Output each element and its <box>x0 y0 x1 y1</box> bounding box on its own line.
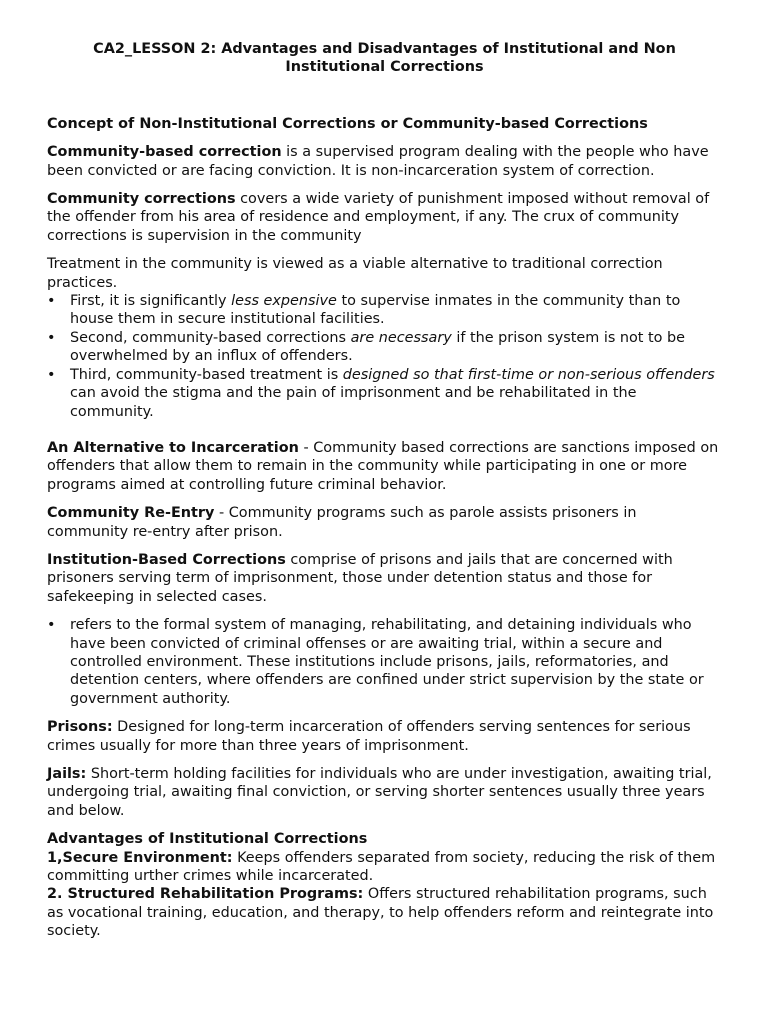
bullet-icon: • <box>47 293 56 310</box>
definition-paragraph <box>47 551 722 606</box>
italic-phrase: less expensive <box>231 293 337 310</box>
bold-term: Institution-Based Corrections <box>47 551 286 568</box>
italic-phrase: are necessary <box>350 329 452 346</box>
bold-term: Community corrections <box>47 191 236 208</box>
bold-term: Community Re-Entry <box>47 505 215 522</box>
text-run: can avoid the stigma and the pain of imprisonment and be rehabilitated in the community. <box>70 385 637 420</box>
bullet-item <box>47 366 722 421</box>
text-run: Keeps offenders separated from society, reducing the risk of them committing urther crimes while incarcerated. <box>47 849 716 885</box>
institution-bullet-list <box>47 616 722 708</box>
text-run: - Community programs such as parole assists prisoners in community re-entry after prison. <box>47 505 637 540</box>
bullet-item <box>47 292 722 329</box>
text-run: Offers structured rehabilitation programs, such as vocational training, education, and therapy, to help offenders reform and reintegrate into society. <box>47 886 714 940</box>
bold-term: 1,Secure Environment: <box>47 849 233 866</box>
text-run: Third, community-based treatment is <box>70 366 343 383</box>
text-run: Second, community-based corrections <box>70 329 351 346</box>
definition-paragraph <box>47 504 722 541</box>
bold-term: Jails: <box>47 766 87 782</box>
definition-paragraph <box>47 439 722 494</box>
bold-term: An Alternative to Incarceration <box>47 439 299 456</box>
advantage-item <box>47 849 722 886</box>
text-run: covers a wide variety of punishment imposed without removal of the offender from his area of residence and employment, if any. The crux of community corrections is supervision in the community <box>47 191 710 244</box>
intro-section <box>47 143 722 245</box>
text-run: Short-term holding facilities for individuals who are under investigation, awaiting trial, undergoing trial, awaiting final conviction, or serving shorter sentences usually three years and below. <box>47 766 712 819</box>
text-run: comprise of prisons and jails that are concerned with prisoners serving term of imprisonment, those under detention status and those for safekeeping in selected cases. <box>47 551 673 605</box>
bullet-item <box>47 329 722 366</box>
text-run: refers to the formal system of managing, rehabilitating, and detaining individuals who have been convicted of criminal offenses or are awaiting trial, within a secure and controlled environment. These institutions include prisons, jails, reformatories, and detention centers, where offenders are confined under strict supervision by the state or government authority. <box>70 617 704 707</box>
advantages-list <box>47 849 722 941</box>
bullet-item <box>47 616 722 708</box>
text-run: - Community based corrections are sanctions imposed on offenders that allow them to remain in the community while participating in one or more programs aimed at controlling future criminal behavior. <box>47 439 719 493</box>
bold-term: Prisons: <box>47 719 113 736</box>
treatment-intro: Treatment in the community is viewed as a viable alternative to traditional correction practices. <box>47 256 663 291</box>
advantage-item <box>47 885 722 940</box>
italic-phrase: designed so that first-time or non-serious offenders <box>342 366 715 383</box>
text-run: First, it is significantly <box>70 293 232 310</box>
facility-paragraph <box>47 718 722 755</box>
document-title: CA2_LESSON 2: Advantages and Disadvantages of Institutional and Non Institutional Corrections <box>93 41 676 76</box>
treatment-bullet-list <box>47 292 722 421</box>
text-run: Designed for long-term incarceration of offenders serving sentences for serious crimes usually for more than three years of imprisonment. <box>47 719 691 754</box>
text-run: to supervise inmates in the community than to house them in secure institutional facilities. <box>70 293 681 328</box>
bullet-icon: • <box>47 329 56 346</box>
text-run: is a supervised program dealing with the people who have been convicted or are facing conviction. It is non-incarceration system of correction. <box>47 144 709 179</box>
bullet-icon: • <box>47 617 56 634</box>
bold-term: Community-based correction <box>47 144 282 161</box>
advantages-heading: Advantages of Institutional Corrections <box>47 831 368 848</box>
facility-paragraph <box>47 765 722 820</box>
concept-heading: Concept of Non-Institutional Corrections or Community-based Corrections <box>47 115 648 132</box>
definition-paragraph <box>47 143 722 180</box>
definitions-section <box>47 439 722 606</box>
bold-term: 2. Structured Rehabilitation Programs: <box>47 886 364 903</box>
definition-paragraph <box>47 190 722 245</box>
text-run: if the prison system is not to be overwhelmed by an influx of offenders. <box>70 329 686 365</box>
facilities-section <box>47 718 722 820</box>
bullet-icon: • <box>47 366 56 383</box>
